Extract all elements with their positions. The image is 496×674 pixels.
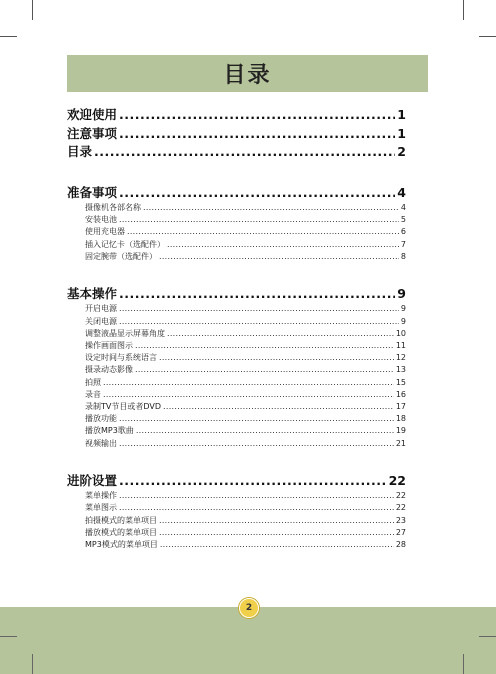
toc-entry-page: 1: [397, 125, 406, 141]
dot-leader: [119, 214, 399, 226]
toc-entry-label: 播放功能: [85, 414, 117, 424]
toc-entry-label: MP3模式的菜单项目: [85, 539, 158, 549]
toc-entry-page: 9: [400, 316, 406, 326]
dot-leader: [167, 239, 399, 251]
dot-leader: [119, 413, 394, 425]
toc-subentry[interactable]: [67, 202, 406, 214]
toc-section: [67, 285, 406, 450]
dot-leader: [167, 328, 394, 340]
toc-entry-label: 拍摄模式的菜单项目: [85, 515, 157, 525]
toc-subentry[interactable]: [67, 413, 406, 425]
toc-subentry[interactable]: [67, 239, 406, 251]
crop-mark: [0, 36, 17, 37]
toc-entry[interactable]: [67, 184, 406, 203]
toc-subentry[interactable]: [67, 364, 406, 376]
crop-mark: [479, 36, 496, 37]
dot-leader: [127, 226, 399, 238]
toc-entry-page: 21: [395, 438, 406, 448]
toc-entry-label: 安装电池: [85, 215, 117, 225]
toc-entry-page: 11: [395, 341, 406, 350]
toc-title-bar: [67, 55, 428, 92]
dot-leader: [119, 184, 395, 203]
dot-leader: [119, 438, 394, 450]
toc-subentry[interactable]: [67, 328, 406, 340]
dot-leader: [119, 303, 399, 315]
toc-entry-label: 摄录动态影像: [85, 365, 133, 375]
toc-entry-page: 7: [400, 239, 406, 249]
toc-entry-page: 8: [400, 251, 406, 261]
toc-entry-label: 操作画面图示: [85, 341, 133, 350]
toc-entry-label: 设定时间与系统语言: [85, 353, 157, 363]
page-title: 目录: [223, 63, 272, 88]
toc-entry[interactable]: [67, 285, 406, 304]
toc-subentry[interactable]: [67, 352, 406, 364]
page-number-badge: [239, 598, 259, 618]
toc-entry-label: 注意事项: [67, 125, 118, 141]
toc-entry-page: 23: [395, 515, 406, 525]
dot-leader: [160, 539, 394, 551]
toc-subentry[interactable]: [67, 401, 406, 413]
toc-subentry[interactable]: [67, 515, 406, 527]
dot-leader: [135, 340, 394, 352]
toc-entry-page: 9: [400, 304, 406, 314]
toc-entry-label: 固定腕带（选配件）: [85, 251, 157, 261]
toc-section: [67, 472, 406, 551]
crop-mark: [463, 654, 464, 674]
toc-entry-label: 插入记忆卡（选配件）: [85, 239, 165, 249]
toc-entry-label: 准备事项: [67, 184, 118, 200]
toc-entry[interactable]: [67, 125, 406, 144]
toc-subentry[interactable]: [67, 490, 406, 502]
crop-mark: [32, 654, 33, 674]
dot-leader: [159, 352, 394, 364]
toc-entry-label: 菜单操作: [85, 491, 117, 501]
toc-entry-page: 16: [395, 389, 406, 399]
dot-leader: [119, 316, 399, 328]
toc-entry[interactable]: [67, 472, 406, 491]
toc-entry-label: 进阶设置: [67, 472, 118, 488]
crop-mark: [32, 0, 33, 20]
toc-entry-page: 17: [395, 401, 406, 411]
toc-section: [67, 184, 406, 263]
dot-leader: [159, 515, 394, 527]
toc-entry-label: 关闭电源: [85, 316, 117, 326]
toc-entry-label: 播放模式的菜单项目: [85, 527, 157, 537]
toc-subentry[interactable]: [67, 527, 406, 539]
toc-entry-label: 菜单图示: [85, 503, 117, 513]
dot-leader: [163, 401, 394, 413]
toc-entry-page: 19: [395, 426, 406, 436]
toc-entry-page: 4: [400, 203, 406, 212]
toc-subentry[interactable]: [67, 214, 406, 226]
dot-leader: [159, 527, 394, 539]
dot-leader: [103, 377, 394, 389]
toc-entry-page: 12: [395, 353, 406, 363]
toc-entry-page: 6: [400, 227, 406, 237]
page-number: 2: [245, 603, 253, 613]
dot-leader: [119, 125, 395, 144]
toc-entry-page: 18: [395, 414, 406, 424]
toc-section: [67, 106, 406, 162]
toc-subentry[interactable]: [67, 539, 406, 551]
toc-entry-label: 录音: [85, 389, 101, 399]
toc-entry-label: 欢迎使用: [67, 107, 118, 122]
toc-entry-page: 10: [395, 328, 406, 338]
toc-entry-page: 1: [397, 107, 406, 122]
dot-leader: [143, 202, 399, 214]
toc-entry[interactable]: [67, 143, 406, 162]
toc-subentry[interactable]: [67, 340, 406, 352]
toc-entry-label: 调整液晶显示屏幕角度: [85, 328, 165, 338]
dot-leader: [136, 425, 394, 437]
toc-subentry[interactable]: [67, 251, 406, 263]
dot-leader: [103, 389, 394, 401]
toc-subentry[interactable]: [67, 425, 406, 437]
toc-subentry[interactable]: [67, 303, 406, 315]
toc-subentry[interactable]: [67, 438, 406, 450]
dot-leader: [119, 472, 387, 491]
toc-entry[interactable]: [67, 106, 406, 125]
table-of-contents: [67, 106, 406, 573]
toc-subentry[interactable]: [67, 502, 406, 514]
dot-leader: [135, 364, 394, 376]
toc-entry-label: 开启电源: [85, 304, 117, 314]
toc-entry-page: 27: [395, 527, 406, 537]
dot-leader: [119, 502, 394, 514]
dot-leader: [119, 490, 394, 502]
toc-subentry[interactable]: [67, 389, 406, 401]
toc-entry-label: 拍照: [85, 377, 101, 387]
crop-mark: [0, 636, 17, 637]
toc-entry-label: 基本操作: [67, 285, 118, 301]
toc-entry-label: 使用充电器: [85, 227, 125, 237]
dot-leader: [159, 251, 399, 263]
dot-leader: [94, 143, 395, 162]
toc-entry-label: 录制TV节目或者DVD: [85, 401, 162, 411]
toc-entry-page: 2: [397, 144, 406, 159]
dot-leader: [119, 106, 395, 125]
toc-subentry[interactable]: [67, 316, 406, 328]
toc-entry-page: 28: [395, 539, 406, 549]
toc-entry-page: 22: [395, 491, 406, 501]
toc-entry-page: 22: [388, 472, 406, 488]
toc-entry-label: 摄像机各部名称: [85, 203, 141, 212]
toc-entry-label: 目录: [67, 144, 93, 159]
toc-entry-page: 9: [397, 285, 406, 301]
toc-subentry[interactable]: [67, 226, 406, 238]
toc-entry-page: 15: [395, 377, 406, 387]
crop-mark: [479, 636, 496, 637]
toc-entry-label: 视频输出: [85, 438, 117, 448]
dot-leader: [119, 285, 395, 304]
toc-subentry[interactable]: [67, 377, 406, 389]
toc-entry-page: 13: [395, 365, 406, 375]
toc-entry-label: 播放MP3歌曲: [85, 426, 134, 436]
toc-entry-page: 22: [395, 503, 406, 513]
crop-mark: [463, 0, 464, 20]
toc-entry-page: 5: [400, 215, 406, 225]
toc-entry-page: 4: [397, 184, 406, 200]
